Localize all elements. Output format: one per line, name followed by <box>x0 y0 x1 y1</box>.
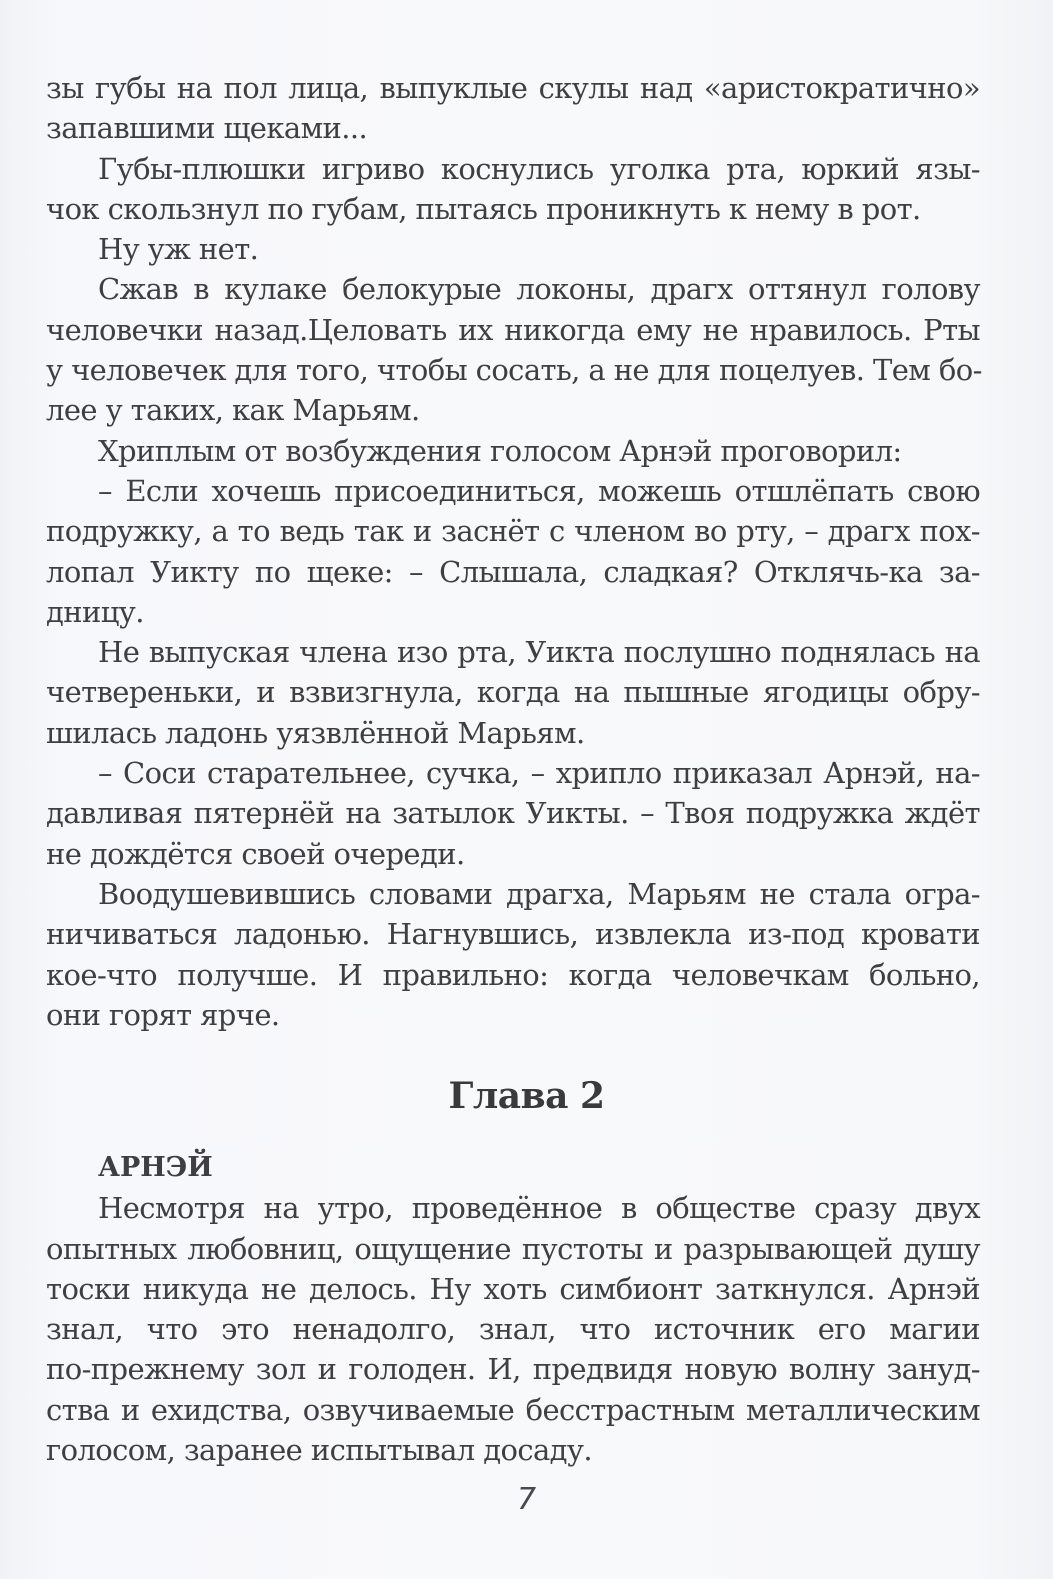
chapter-text-line: Несмотря на утро, проведённое в обществе сразу двух <box>98 1191 980 1226</box>
pov-heading: АРНЭЙ <box>98 1152 213 1183</box>
text-line: не дождётся своей очереди. <box>46 836 465 871</box>
chapter-title: Глава 2 <box>448 1075 605 1117</box>
text-line: – Соси старательнее, сучка, – хрипло приказал Арнэй, на- <box>98 756 980 791</box>
page-number: 7 <box>516 1482 537 1517</box>
chapter-text-line: голосом, заранее испытывал досаду. <box>46 1433 593 1468</box>
text-line: ничиваться ладонью. Нагнувшись, извлекла из-под кровати <box>46 917 980 952</box>
chapter-text-line: тоски никуда не делось. Ну хоть симбионт заткнулся. Арнэй <box>46 1271 980 1306</box>
chapter-text-line: ства и ехидства, озвучиваемые бесстрастным металлическим <box>46 1392 980 1427</box>
chapter-text-line: знал, что это ненадолго, знал, что источник его магии <box>46 1312 980 1347</box>
chapter-text-line: по-прежнему зол и голоден. И, предвидя новую волну зануд- <box>46 1352 980 1387</box>
continued-text-block <box>46 68 980 1035</box>
text-line: человечки назад.Целовать их никогда ему не нравилось. Рты <box>46 312 980 347</box>
text-line: шилась ладонь уязвлённой Марьям. <box>46 715 585 750</box>
text-line: Воодушевившись словами драгха, Марьям не стала огра- <box>98 876 980 911</box>
text-line: лопал Уикту по щеке: – Слышала, сладкая? Отклячь-ка за- <box>46 554 980 589</box>
text-line: – Если хочешь присоединиться, можешь отшлёпать свою <box>98 473 980 508</box>
text-line: Ну уж нет. <box>98 232 259 267</box>
text-line: четвереньки, и взвизгнула, когда на пышные ягодицы обру- <box>46 675 980 710</box>
text-line: лее у таких, как Марьям. <box>46 393 420 428</box>
text-line: Сжав в кулаке белокурые локоны, драгх оттянул голову <box>98 272 980 307</box>
text-line: зы губы на пол лица, выпуклые скулы над «аристократично» <box>46 71 980 105</box>
chapter-text-line: опытных любовниц, ощущение пустоты и разрывающей душу <box>46 1231 980 1266</box>
text-line: у человечек для того, чтобы сосать, а не для поцелуев. Тем бо- <box>46 353 982 388</box>
text-line: кое-что получше. И правильно: когда человечкам больно, <box>46 957 980 992</box>
text-line: запавшими щеками... <box>46 111 368 146</box>
text-line: давливая пятернёй на затылок Уикты. – Твоя подружка ждёт <box>46 796 980 831</box>
text-line: дницу. <box>46 594 144 629</box>
text-line: Губы-плюшки игриво коснулись уголка рта, юркий язы- <box>98 151 980 186</box>
text-line: чок скользнул по губам, пытаясь проникнуть к нему в рот. <box>46 191 921 226</box>
chapter-body <box>46 1148 980 1470</box>
text-line: Хриплым от возбуждения голосом Арнэй проговорил: <box>98 433 902 468</box>
text-line: подружку, а то ведь так и заснёт с членом во рту, – драгх пох- <box>46 514 980 549</box>
text-line: они горят ярче. <box>46 997 280 1032</box>
text-line: Не выпуская члена изо рта, Уикта послушно поднялась на <box>98 635 980 670</box>
